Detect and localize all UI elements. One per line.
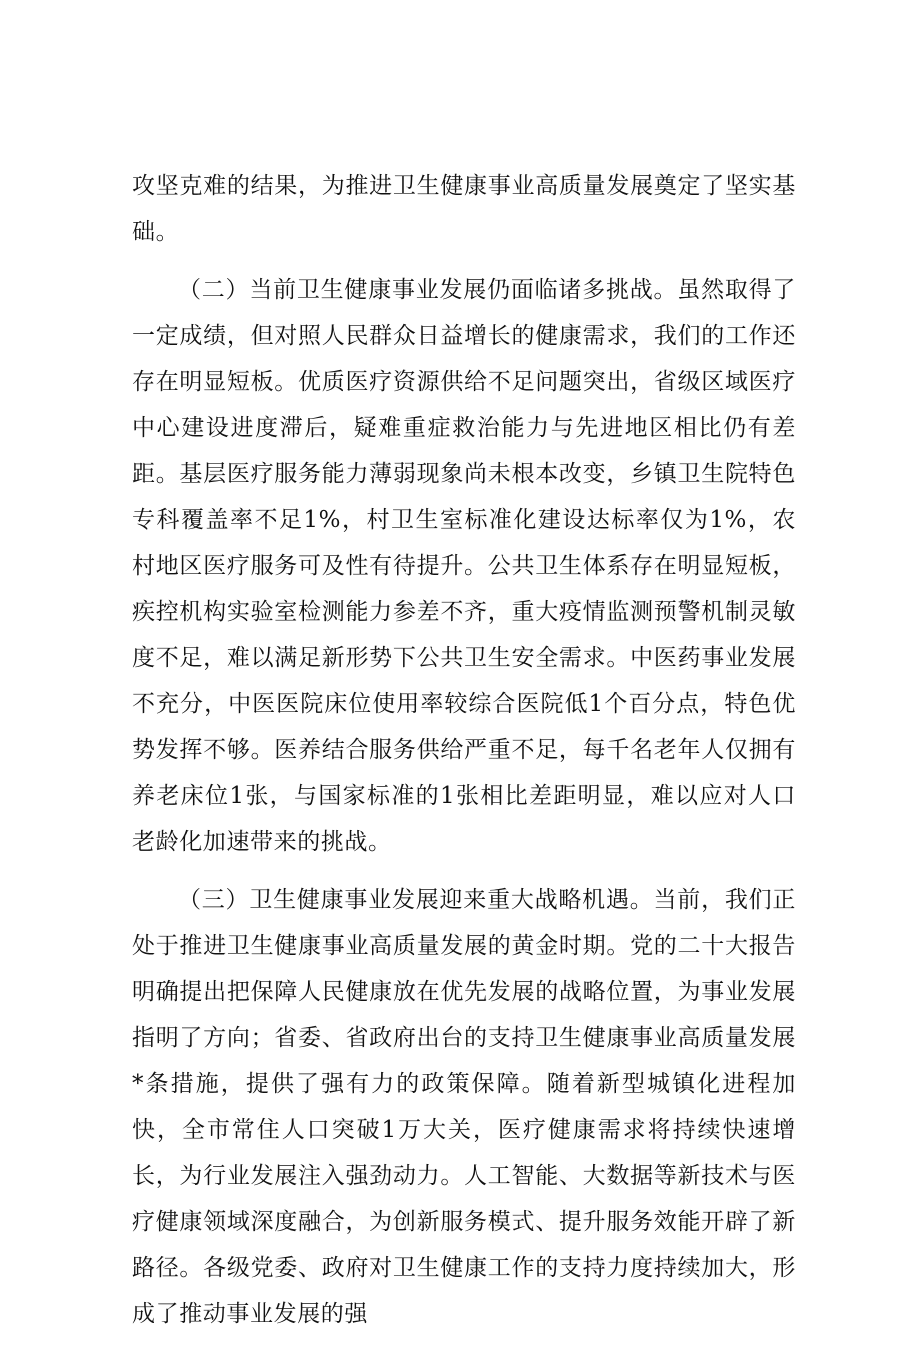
paragraph-challenges: （二）当前卫生健康事业发展仍面临诸多挑战。虽然取得了一定成绩，但对照人民群众日益增长的健康需求，我们的工作还存在明显短板。优质医疗资源供给不足问题突出，省级区域医疗中心建设进度滞后，疑难重症救治能力与先进地区相比仍有差距。基层医疗服务能力薄弱现象尚未根本改变，乡镇卫生院特色专科覆盖率不足1%，村卫生室标准化建设达标率仅为1%，农村地区医疗服务可及性有待提升。公共卫生体系存在明显短板，疾控机构实验室检测能力参差不齐，重大疫情监测预警机制灵敏度不足，难以满足新形势下公共卫生安全需求。中医药事业发展不充分，中医医院床位使用率较综合医院低1个百分点，特色优势发挥不够。医养结合服务供给严重不足，每千名老年人仅拥有养老床位1张，与国家标准的1张相比差距明显，难以应对人口老龄化加速带来的挑战。 bbox=[132, 277, 796, 855]
document-body bbox=[132, 163, 796, 1349]
paragraph-continuation: 攻坚克难的结果，为推进卫生健康事业高质量发展奠定了坚实基础。 bbox=[132, 173, 796, 245]
paragraph-opportunities: （三）卫生健康事业发展迎来重大战略机遇。当前，我们正处于推进卫生健康事业高质量发展的黄金时期。党的二十大报告明确提出把保障人民健康放在优先发展的战略位置，为事业发展指明了方向；省委、省政府出台的支持卫生健康事业高质量发展*条措施，提供了强有力的政策保障。随着新型城镇化进程加快，全市常住人口突破1万大关，医疗健康需求将持续快速增长，为行业发展注入强劲动力。人工智能、大数据等新技术与医疗健康领域深度融合，为创新服务模式、提升服务效能开辟了新路径。各级党委、政府对卫生健康工作的支持力度持续加大，形成了推动事业发展的强 bbox=[132, 887, 796, 1327]
